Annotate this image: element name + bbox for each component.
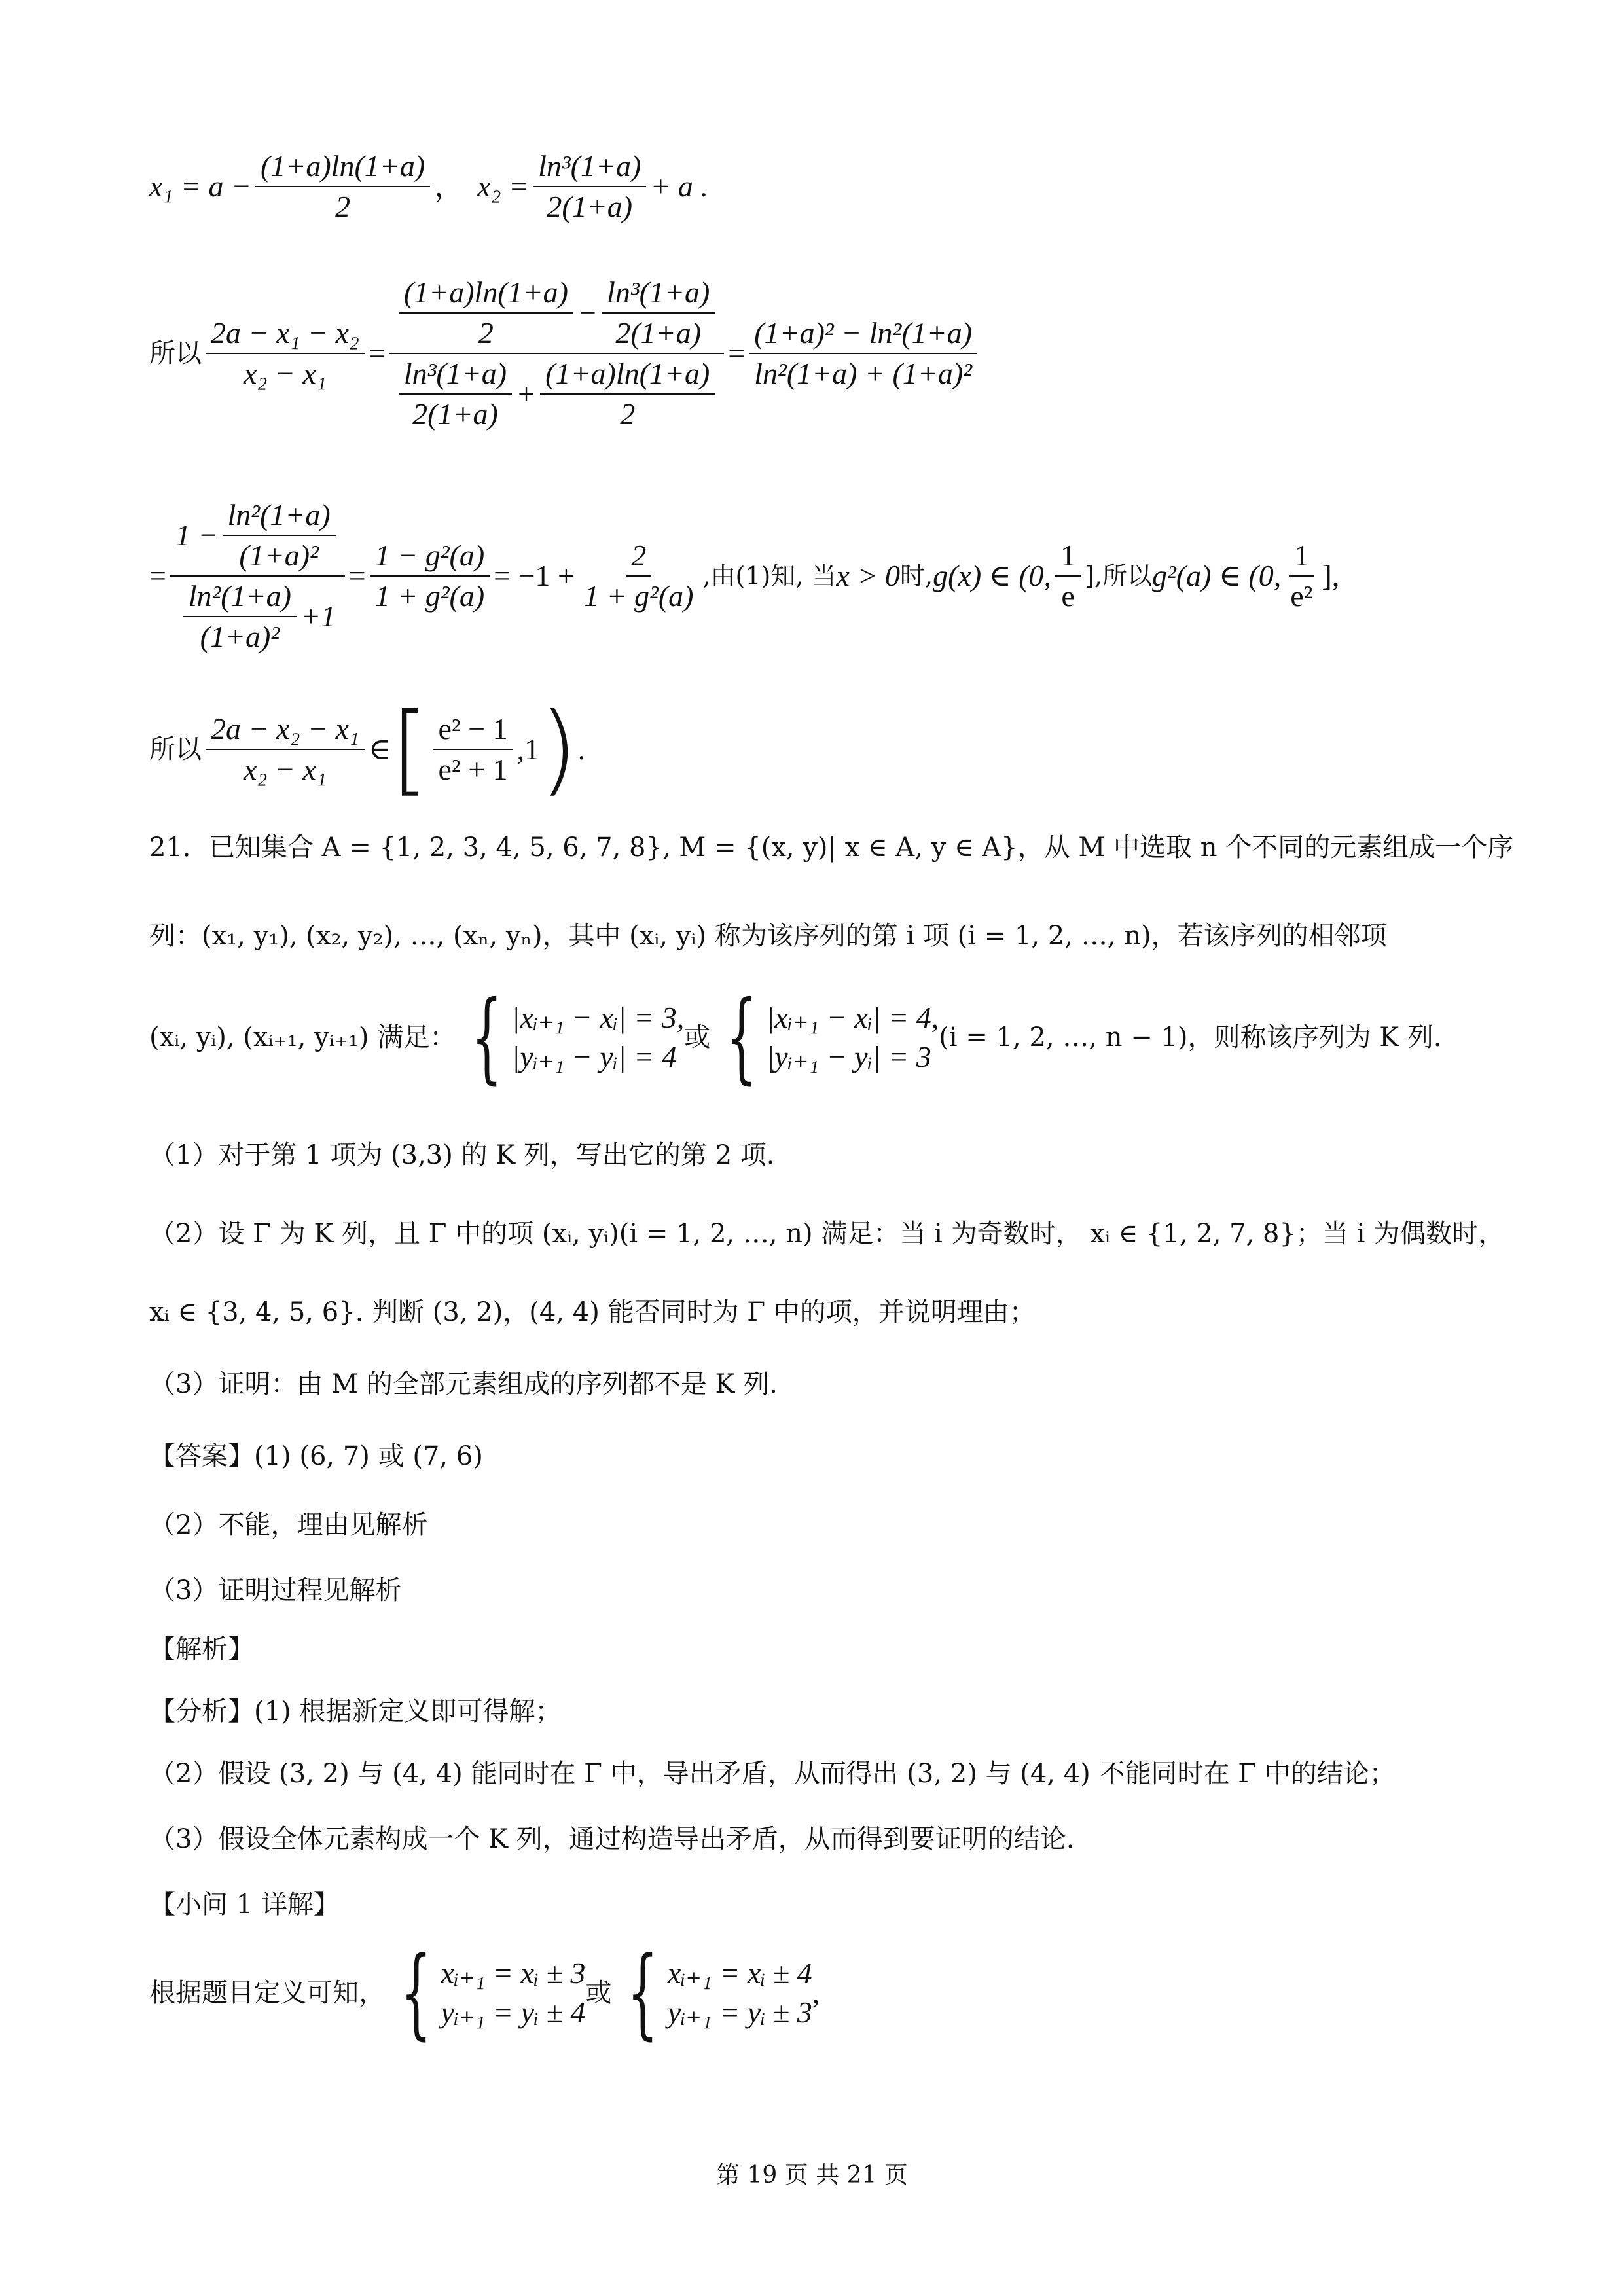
- q21-line3: (xᵢ, yᵢ), (xᵢ₊₁, yᵢ₊₁) 满足： { |xᵢ₊₁ − xᵢ| = 3, |yᵢ₊₁ − yᵢ| = 4 或 { |xᵢ₊₁ − xᵢ| = 4, |yᵢ₊₁ − yᵢ| = 3 (i = 1, 2, …, n − 1)，则称该序列为 K 列.: [149, 980, 1442, 1094]
- q21-line1: 21．已知集合 A = {1, 2, 3, 4, 5, 6, 7, 8}, M = {(x, y)| x ∈ A, y ∈ A}，从 M 中选取 n 个不同的元素组成一个序: [149, 833, 1514, 863]
- q21-part3: （3）证明：由 M 的全部元素组成的序列都不是 K 列.: [149, 1369, 778, 1399]
- analysis-1: 【分析】(1) 根据新定义即可得解；: [149, 1696, 562, 1727]
- frac-x1: $\frac{(1+a)\ln(1+a)}{2}$: [255, 147, 430, 226]
- q21-part2-a: （2）设 Γ 为 K 列，且 Γ 中的项 (xᵢ, yᵢ)(i = 1, 2, …, n) 满足：当 i 为奇数时， xᵢ ∈ {1, 2, 7, 8}；当 i 为偶数时，: [149, 1219, 1505, 1249]
- q21-line2: 列：(x₁, y₁), (x₂, y₂), …, (xₙ, yₙ)，其中 (xᵢ, yᵢ) 称为该序列的第 i 项 (i = 1, 2, …, n)，若该序列的相邻项: [149, 921, 1387, 951]
- answer-2: （2）不能，理由见解析: [149, 1510, 428, 1540]
- analysis-2: （2）假设 (3, 2) 与 (4, 4) 能同时在 Γ 中，导出矛盾，从而得出 (3, 2) 与 (4, 4) 不能同时在 Γ 中的结论；: [149, 1759, 1396, 1789]
- answer-3: （3）证明过程见解析: [149, 1575, 402, 1605]
- page-footer: 第 19 页 共 21 页: [716, 2162, 908, 2189]
- answer-1: 【答案】(1) (6, 7) 或 (7, 6): [149, 1441, 483, 1471]
- suoyi-label: 所以: [149, 338, 202, 368]
- frac-simplified: $\frac{\text{(1+a)² − ln²(1+a)}}{\text{ln²(1+a) + (1+a)²}}$: [749, 314, 977, 393]
- frac-h: $\frac{2}{\text{1 + g²(a)}}$: [579, 536, 698, 616]
- frac-compound: $\frac{(1+a)\ln(1+a)}{2}$ − $\frac{\text{ln³(1+a)}}{2(1+a)}$ $\frac{\text{ln³(1+a)}}{2(1+a)}$ + $\frac{(1+a)\ln(1+a)}{2}$: [389, 273, 724, 434]
- subq1-derivation: 根据题目定义可知， { xᵢ₊₁ = xᵢ ± 3 yᵢ₊₁ = yᵢ ± 4 或 { xᵢ₊₁ = xᵢ ± 4 yᵢ₊₁ = yᵢ ± 3 ,: [149, 1936, 820, 2050]
- frac-g: $\frac{\text{1 − g²(a)}}{\text{1 + g²(a)}}$: [370, 536, 490, 616]
- frac-nested: 1 − $\frac{\text{ln²(1+a)}}{\text{(1+a)²}}$ $\frac{\text{ln²(1+a)}}{\text{(1+a)²}}$ +1: [170, 495, 345, 656]
- frac-lhs: $\frac{\text{2a − x₁ − x₂}}{\text{x₂ − x₁}}$: [206, 314, 365, 393]
- eq-x1-x2: x₁ = a − $\frac{(1+a)\ln(1+a)}{2}$ ， x₂ = $\frac{\text{ln³(1+a)}}{2(1+a)}$ + a .: [149, 141, 1493, 232]
- eq-range-result: 所以 $\frac{\text{2a − x₂ − x₁}}{\text{x₂ − x₁}}$ ∈ [ $\frac{\text{e² − 1}}{\text{e² + 1}}$ ,1 ) .: [149, 692, 586, 806]
- jiexi-heading: 【解析】: [149, 1634, 254, 1664]
- frac-x2: $\frac{\text{ln³(1+a)}}{2(1+a)}$: [533, 147, 646, 226]
- x2-label: x₂ =: [477, 170, 530, 203]
- system-1: { |xᵢ₊₁ − xᵢ| = 3, |yᵢ₊₁ − yᵢ| = 4: [471, 980, 685, 1094]
- q21-part1: （1）对于第 1 项为 (3,3) 的 K 列，写出它的第 2 项.: [149, 1140, 775, 1170]
- eq-g-substitution: = 1 − $\frac{\text{ln²(1+a)}}{\text{(1+a)²}}$ $\frac{\text{ln²(1+a)}}{\text{(1+a)²}}$ +1 = $\frac{\text{1 − g²(a)}}{\text{1 + g²(a)}}$ = −1 + $\frac{2}{\text{1 + g²(a)}}$ ,由(1)知, 当 x > 0 时, g(x) ∈ (0, $\frac{1}{e}$ ],所以 g²(a) ∈ (0, $\frac{1}{\text{e²}}$ ],: [149, 471, 1493, 681]
- q21-part2-b: xᵢ ∈ {3, 4, 5, 6}. 判断 (3, 2)，(4, 4) 能否同时为 Γ 中的项，并说明理由；: [149, 1297, 1036, 1327]
- eq-ratio-expansion: 所以 $\frac{\text{2a − x₁ − x₂}}{\text{x₂ − x₁}}$ = $\frac{(1+a)\ln(1+a)}{2}$ − $\frac{\text{ln³(1+a)}}{2(1+a)}$ $\frac{\text{ln³(1+a)}}{2(1+a)}$ + $\frac{(1+a)\ln(1+a)}{2}$ = $\frac{\text{(1+a)² − ln²(1+a)}}{\text{ln²(1+a) + (1+a)²}}$: [149, 255, 1493, 452]
- analysis-3: （3）假设全体元素构成一个 K 列，通过构造导出矛盾，从而得到要证明的结论.: [149, 1824, 1075, 1854]
- x1-label: x₁ = a −: [149, 170, 251, 203]
- system-2: { |xᵢ₊₁ − xᵢ| = 4, |yᵢ₊₁ − yᵢ| = 3: [726, 980, 939, 1094]
- subq1-heading: 【小问 1 详解】: [149, 1890, 340, 1920]
